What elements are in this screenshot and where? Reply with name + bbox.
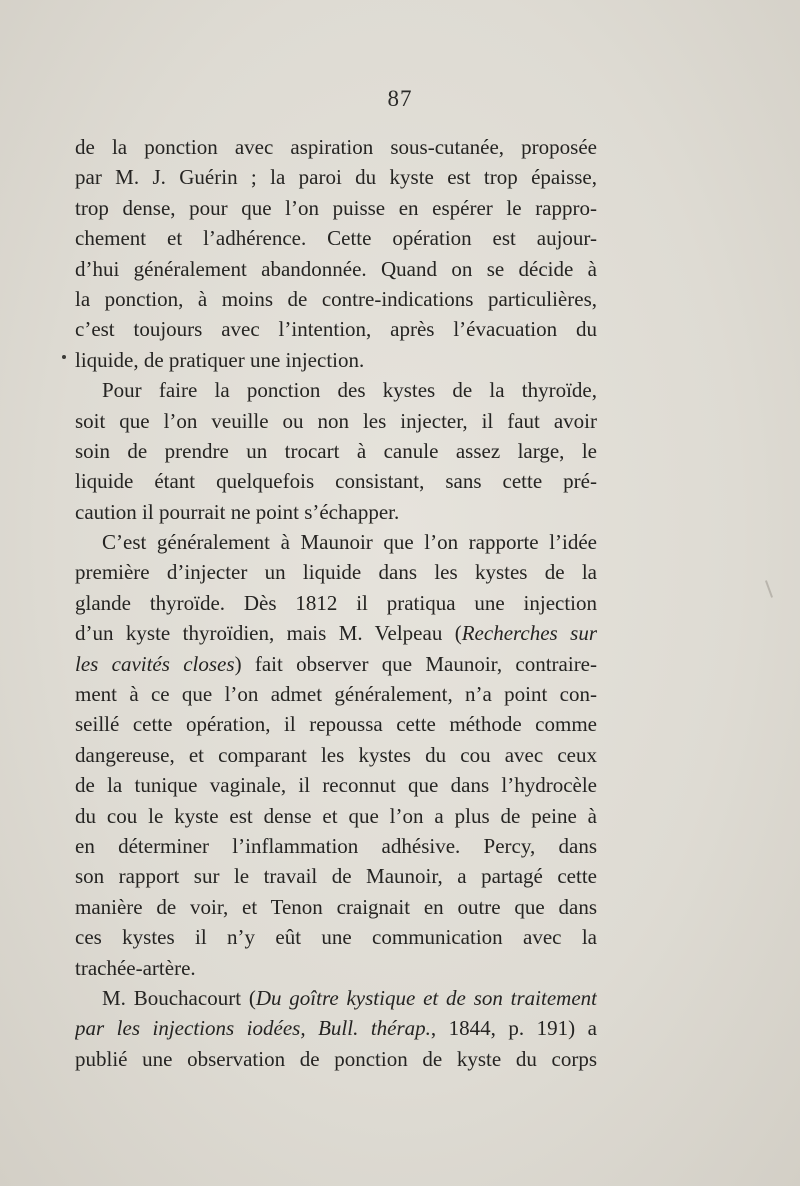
text-line: c’est toujours avec l’intention, après l’évacuation du: [75, 317, 597, 342]
text-line: C’est généralement à Maunoir que l’on rapporte l’idée: [102, 530, 597, 555]
text-line: première d’injecter un liquide dans les kystes de la: [75, 560, 597, 585]
text-line: Pour faire la ponction des kystes de la thyroïde,: [102, 378, 597, 403]
margin-mark: [62, 355, 66, 359]
text-line: d’hui généralement abandonnée. Quand on se décide à: [75, 256, 597, 281]
text-line: publié une observation de ponction de kyste du corps: [75, 1046, 597, 1071]
text-line: soit que l’on veuille ou non les injecter, il faut avoir: [75, 408, 597, 433]
text-line: chement et l’adhérence. Cette opération est aujour-: [75, 226, 597, 251]
text-line: glande thyroïde. Dès 1812 il pratiqua une injection: [75, 590, 597, 615]
text-line: dangereuse, et comparant les kystes du cou avec ceux: [75, 742, 597, 767]
text-line: la ponction, à moins de contre-indications particulières,: [75, 286, 597, 311]
text-line: de la ponction avec aspiration sous-cutanée, proposée: [75, 135, 597, 159]
text-line: par M. J. Guérin ; la paroi du kyste est trop épaisse,: [75, 165, 597, 190]
text-line: [75, 1013, 597, 1043]
text-line: son rapport sur le travail de Maunoir, a partagé cette: [75, 864, 597, 889]
italic-title: Du goître kystique et de son traitement: [255, 985, 597, 1010]
text-line: de la tunique vaginale, il reconnut que dans l’hydrocèle: [75, 773, 597, 798]
text-line: en déterminer l’inflammation adhésive. Percy, dans: [75, 833, 597, 858]
text-line: liquide, de pratiquer une injection.: [75, 347, 365, 372]
text-line: [75, 649, 597, 679]
text-run: ) fait observer que Maunoir, contraire-: [234, 651, 597, 676]
italic-title: les cavités closes: [75, 651, 235, 676]
page-number: 87: [387, 86, 413, 111]
text-line: [75, 618, 597, 648]
body-text: [75, 132, 597, 1074]
paper-scratch: [765, 580, 773, 598]
italic-title: par les injections iodées, Bull. thérap.: [75, 1016, 431, 1041]
text-run: , 1844, p. 191) a: [430, 1016, 597, 1041]
text-line: ment à ce que l’on admet généralement, n’a point con-: [75, 682, 597, 707]
text-line: liquide étant quelquefois consistant, sans cette pré-: [75, 469, 597, 494]
text-line: trop dense, pour que l’on puisse en espérer le rappro-: [75, 195, 597, 220]
text-run: M. Bouchacourt (: [102, 985, 256, 1010]
text-line: [75, 983, 597, 1013]
text-line: soin de prendre un trocart à canule assez large, le: [75, 438, 597, 463]
text-line: caution il pourrait ne point s’échapper.: [75, 499, 400, 524]
text-line: ces kystes il n’y eût une communication avec la: [75, 925, 597, 950]
text-run: d’un kyste thyroïdien, mais M. Velpeau (: [75, 621, 462, 646]
text-line: manière de voir, et Tenon craignait en outre que dans: [75, 894, 597, 919]
text-line: du cou le kyste est dense et que l’on a plus de peine à: [75, 803, 597, 828]
text-line: seillé cette opération, il repoussa cette méthode comme: [75, 712, 597, 737]
italic-title: Recherches sur: [461, 621, 597, 646]
text-line: trachée-artère.: [75, 955, 196, 980]
